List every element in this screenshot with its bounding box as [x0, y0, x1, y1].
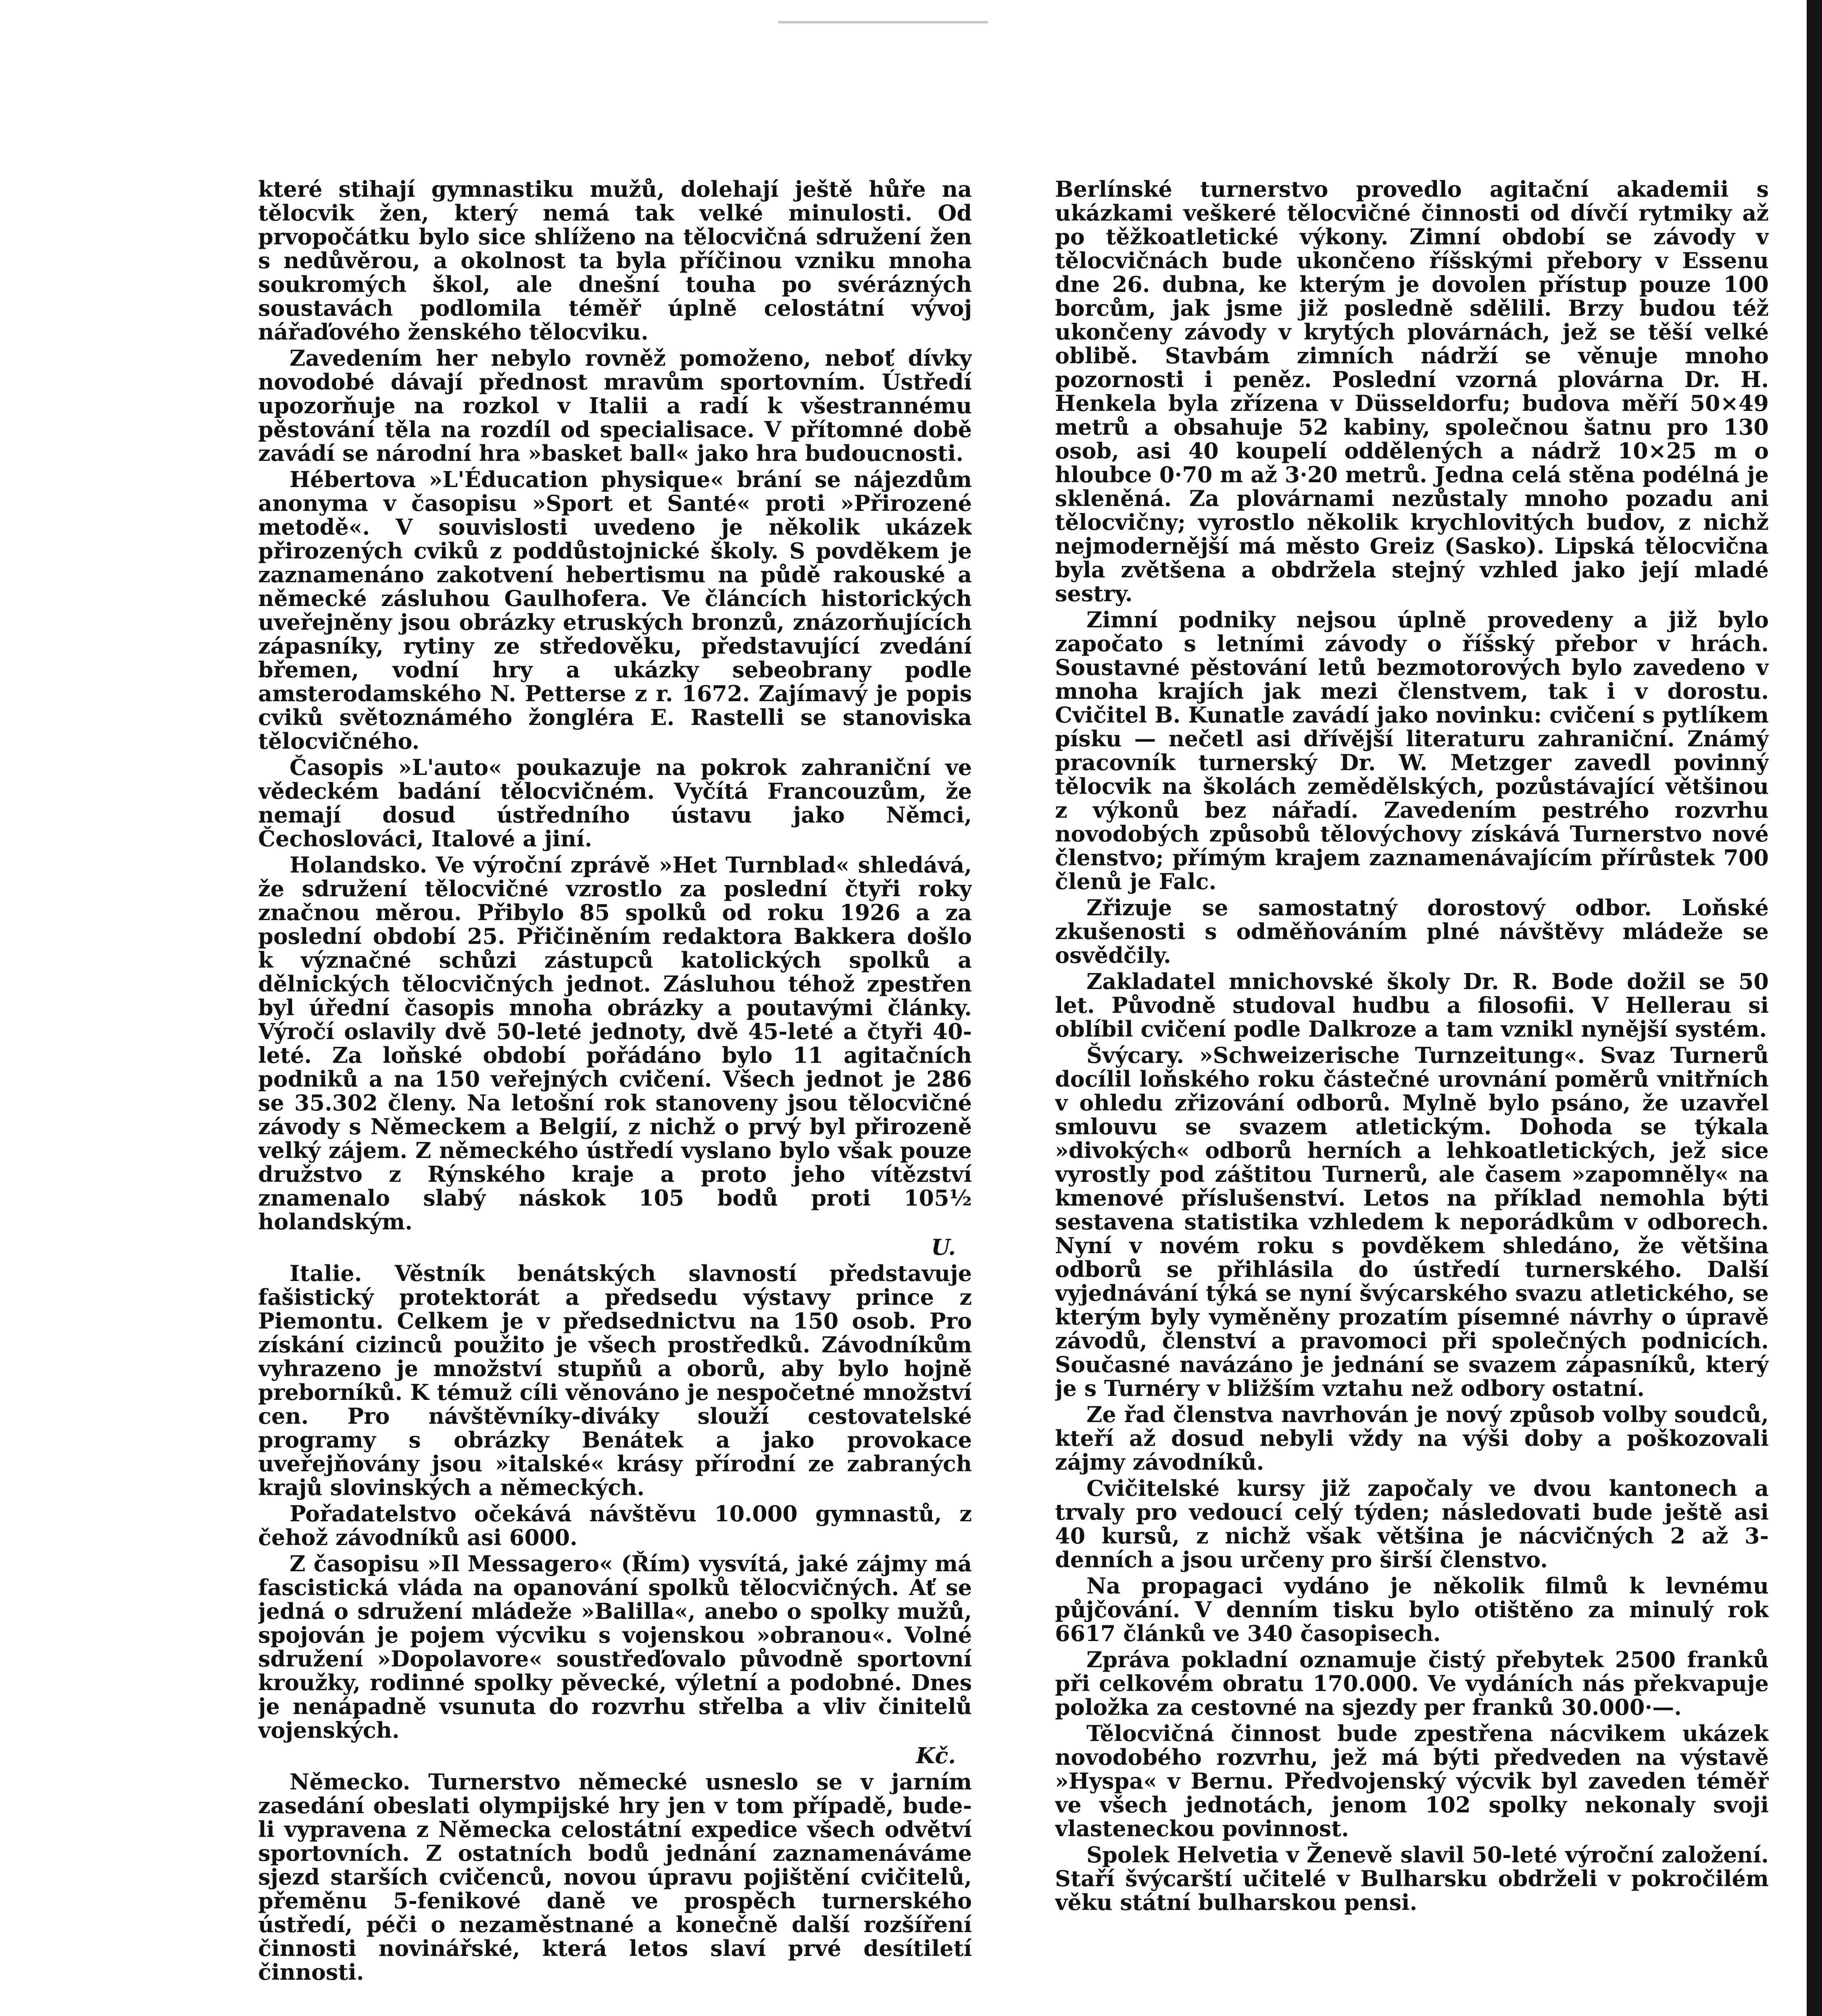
scan-edge-mark-top	[778, 0, 988, 23]
left-text-column	[258, 177, 972, 2016]
paragraph: Na propagaci vydáno je několik filmů k levnému půjčování. V denním tisku bylo otištěno za minulý rok 6617 článků ve 340 časopisech.	[1055, 1573, 1769, 1646]
paragraph: Německo. Turnerstvo německé usneslo se v jarním zasedání obeslati olympijské hry jen v tom případě, bude-li vypravena z Německa celostátní expedice všech odvětví sportovních. Z ostatních bodů jednání zaznamenáváme sjezd starších cvičenců, novou úpravu pojištění cvičitelů, přeměnu 5-fenikové daně ve prospěch turnerského ústředí, péči o nezaměstnané a konečně další rozšíření činnosti novinářské, která letos slaví prvé desítiletí činnosti.	[258, 1769, 972, 1985]
paragraph: Zavedením her nebylo rovněž pomoženo, neboť dívky novodobé dávají přednost mravům sportovním. Ústředí upozorňuje na rozkol v Italii a radí k všestrannému pěstování těla na rozdíl od specialisace. V přítomné době zavádí se národní hra »basket ball« jako hra budoucnosti.	[258, 345, 972, 466]
paragraph: Z časopisu »Il Messagero« (Řím) vysvítá, jaké zájmy má fascistická vláda na opanování spolků tělocvičných. Ať se jedná o sdružení mládeže »Balilla«, anebo o spolky mužů, spojován je pojem výcviku s vojenskou »obranou«. Volné sdružení »Dopolavore« soustřeďovalo původně sportovní kroužky, rodinné spolky pěvecké, výletní a podobné. Dnes je nenápadně vsunuta do rozvrhu střelba a vliv činitelů vojenských.	[258, 1551, 972, 1743]
paragraph: Ze řad členstva navrhován je nový způsob volby soudců, kteří až dosud nebyli vždy na výši doby a poškozovali zájmy závodníků.	[1055, 1402, 1769, 1475]
paragraph: Zpráva pokladní oznamuje čistý přebytek 2500 franků při celkovém obratu 170.000. Ve vydáních nás překvapuje položka za cestovné na sjezdy per franků 30.000·—.	[1055, 1647, 1769, 1720]
author-signature	[258, 1235, 972, 1259]
paragraph: které stihají gymnastiku mužů, dolehají ještě hůře na tělocvik žen, který nemá tak velké minulosti. Od prvopočátku bylo sice shlíženo na tělocvičná sdružení žen s nedůvěrou, a okolnost ta byla příčinou vzniku mnoha soukromých škol, ale dnešní touha po svérázných soustavách podlomila téměř úplně celostátní vývoj nářaďového ženského tělocviku.	[258, 177, 972, 345]
author-signature	[258, 1744, 972, 1768]
paragraph: Tělocvičná činnost bude zpestřena nácvikem ukázek novodobého rozvrhu, jež má býti předveden na výstavě »Hyspa« v Bernu. Předvojenský výcvik byl zaveden téměř ve všech jednotách, jenom 102 spolky nekonaly svoji vlasteneckou povinnost.	[1055, 1720, 1769, 1841]
right-text-column	[1055, 177, 1769, 2016]
paragraph: Spolek Helvetia v Ženevě slavil 50-leté výroční založení. Staří švýcarští učitelé v Bulharsku obdrželi v pokročilém věku státní bulharskou pensi.	[1055, 1842, 1769, 1915]
paragraph: Berlínské turnerstvo provedlo agitační akademii s ukázkami veškeré tělocvičné činnosti od dívčí rytmiky až po těžkoatletické výkony. Zimní období se závody v tělocvičnách bude ukončeno říšskými přebory v Essenu dne 26. dubna, ke kterým je dovolen přístup pouze 100 borcům, jak jsme již posledně sdělili. Brzy budou též ukončeny závody v krytých plovárnách, jež se těší velké oblibě. Stavbám zimních nádrží se věnuje mnoho pozornosti i peněz. Poslední vzorná plovárna Dr. H. Henkela byla zřízena v Düsseldorfu; budova měří 50×49 metrů a obsahuje 52 kabiny, společnou šatnu pro 130 osob, asi 40 koupelí oddělených a nádrž 10×25 m o hloubce 0·70 m až 3·20 metrů. Jedna celá stěna podélná je skleněná. Za plovárnami nezůstaly mnoho pozadu ani tělocvičny; vyrostlo několik krychlovitých budov, z nichž nejmodernější má město Greiz (Sasko). Lipská tělocvična byla zvětšena a obdržela stejný vzhled jako její mladé sestry.	[1055, 177, 1769, 606]
scan-edge-right	[1807, 0, 1822, 2016]
paragraph: Zřizuje se samostatný dorostový odbor. Loňské zkušenosti s odměňováním plné návštěvy mládeže se osvědčily.	[1055, 895, 1769, 968]
paragraph: Pořadatelstvo očekává návštěvu 10.000 gymnastů, z čehož závodníků asi 6000.	[258, 1501, 972, 1550]
paragraph: Časopis »L'auto« poukazuje na pokrok zahraniční ve vědeckém badání tělocvičném. Vyčítá Francouzům, že nemají dosud ústředního ústavu jako Němci, Čechoslováci, Italové a jiní.	[258, 754, 972, 852]
signature-text: Kč.	[916, 1743, 956, 1768]
paragraph: Italie. Věstník benátských slavností představuje fašistický protektorát a předsedu výstavy prince z Piemontu. Celkem je v předsednictvu na 150 osob. Pro získání cizinců použito je všech prostředků. Závodníkům vyhrazeno je množství stupňů a oborů, aby bylo hojně preborníků. K témuž cíli věnováno je nespočetné množství cen. Pro návštěvníky-diváky slouží cestovatelské programy s obrázky Benátek a jako provokace uveřejňovány jsou »italské« krásy přírodní ze zabraných krajů slovinských a německých.	[258, 1260, 972, 1500]
paragraph: Švýcary. »Schweizerische Turnzeitung«. Svaz Turnerů docílil loňského roku částečné urovnání poměrů vnitřních v ohledu zřizování odborů. Mylně bylo psáno, že uzavřel smlouvu se svazem atletickým. Dohoda se týkala »divokých« odborů herních a lehkoatletických, jež sice vyrostly pod záštitou Turnerů, ale časem »zapomněly« na kmenové příslušenství. Letos na příklad nemohla býti sestavena statistika vzhledem k neporádkům v odborech. Nyní v novém roku s povděkem shledáno, že většina odborů se přihlásila do ústředí turnerského. Další vyjednávání týká se nyní švýcarského svazu atletického, se kterým byly vyměněny prozatím písemné návrhy o úpravě závodů, členství a pravomoci při společných podnicích. Současné navázáno je jednání se svazem zápasníků, který je s Turnéry v bližším vztahu než odbory ostatní.	[1055, 1042, 1769, 1401]
paragraph: Holandsko. Ve výroční zprávě »Het Turnblad« shledává, že sdružení tělocvičné vzrostlo za poslední čtyři roky značnou měrou. Přibylo 85 spolků od roku 1926 a za poslední období 25. Přičiněním redaktora Bakkera došlo k význačné schůzi zástupců katolických spolků a dělnických tělocvičných jednot. Zásluhou téhož zpestřen byl úřední časopis mnoha obrázky a poutavými články. Výročí oslavily dvě 50-leté jednoty, dvě 45-leté a čtyři 40-leté. Za loňské období pořádáno bylo 11 agitačních podniků a na 150 veřejných cvičení. Všech jednot je 286 se 35.302 členy. Na letošní rok stanoveny jsou tělocvičné závody s Německem a Belgií, z nichž o prvý byl přirozeně velký zájem. Z německého ústředí vyslano bylo však pouze družstvo z Rýnského kraje a proto jeho vítězství znamenalo slabý náskok 105 bodů proti 105½ holandským.	[258, 852, 972, 1235]
paragraph: Zimní podniky nejsou úplně provedeny a již bylo započato s letními závody o říšský přebor v hrách. Soustavné pěstování letů bezmotorových bylo zavedeno v mnoha krajích jak mezi členstvem, tak i v dorostu. Cvičitel B. Kunatle zavádí jako novinku: cvičení s pytlíkem písku — nečetl asi dřívější literaturu zahraniční. Známý pracovník turnerský Dr. W. Metzger zavedl povinný tělocvik na školách zemědělských, pozůstávající většinou z výkonů bez nářadí. Zavedením pestrého rozvrhu novodobých způsobů tělovýchovy získává Turnerstvo nové členstvo; přímým krajem zaznamenávajícím přírůstek 700 členů je Falc.	[1055, 607, 1769, 894]
paragraph: Zakladatel mnichovské školy Dr. R. Bode dožil se 50 let. Původně studoval hudbu a filosofii. V Hellerau si oblíbil cvičení podle Dalkroze a tam vznikl nynější systém.	[1055, 968, 1769, 1042]
paragraph: Cvičitelské kursy již započaly ve dvou kantonech a trvaly pro vedoucí celý týden; následovati bude ještě asi 40 kursů, z nichž však většina je nácvičných 2 až 3-denních a jsou určeny pro širší členstvo.	[1055, 1475, 1769, 1572]
signature-text: U.	[931, 1234, 956, 1260]
paragraph: Hébertova »L'Éducation physique« brání se nájezdům anonyma v časopisu »Sport et Santé« proti »Přirozené metodě«. V souvislosti uvedeno je několik ukázek přirozených cviků z poddůstojnické školy. S povděkem je zaznamenáno zakotvení hebertismu na půdě rakouské a německé zásluhou Gaulhofera. Ve článcích historických uveřejněny jsou obrázky etruských bronzů, znázorňujících zápasníky, rytiny ze středověku, představující zvedání břemen, vodní hry a ukázky sebeobrany podle amsterodamského N. Petterse z r. 1672. Zajímavý je popis cviků světoznámého žongléra E. Rastelli se stanoviska tělocvičného.	[258, 467, 972, 754]
